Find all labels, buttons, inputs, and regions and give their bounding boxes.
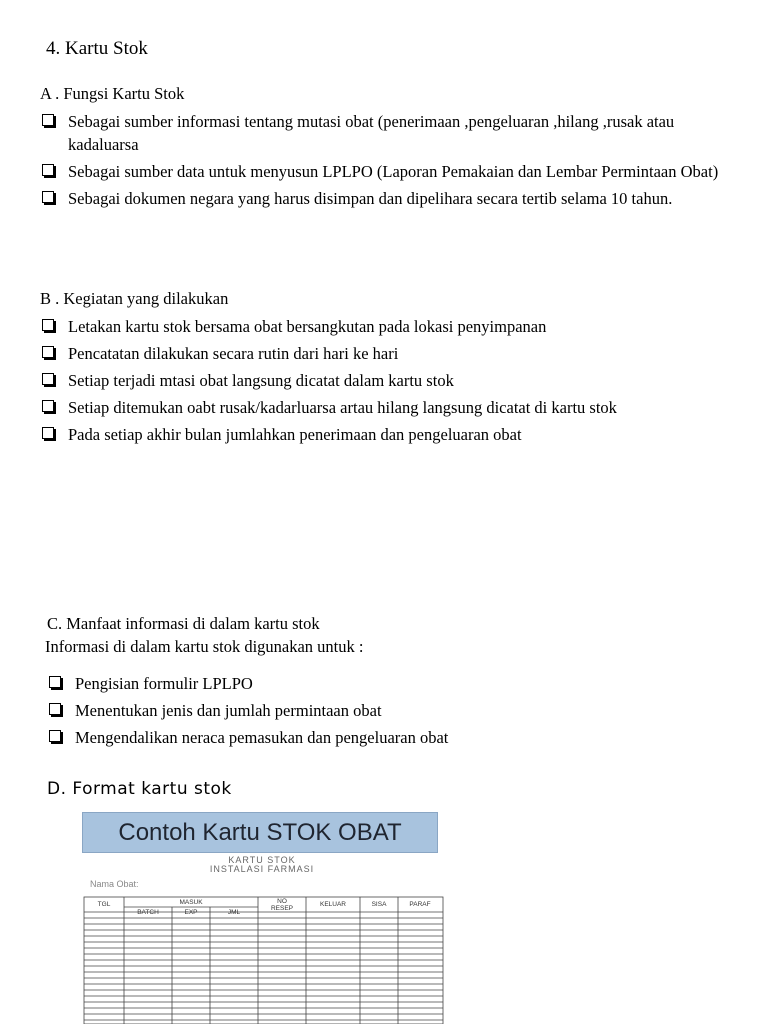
list-item: Menentukan jenis dan jumlah permintaan obat	[47, 699, 707, 722]
checkbox-bullet-icon	[42, 346, 54, 358]
stock-card-subtitle: INSTALASI FARMASI	[209, 864, 315, 874]
header-keluar: KELUAR	[319, 901, 347, 908]
section-d-title: D. Format kartu stok	[47, 779, 232, 799]
checkbox-bullet-icon	[42, 114, 54, 126]
stock-card-table	[78, 810, 446, 1024]
list-item: Setiap ditemukan oabt rusak/kadarluarsa artau hilang langsung dicatat di kartu stok	[40, 396, 740, 419]
header-jml: JML	[227, 909, 241, 916]
header-exp: EXP	[184, 909, 198, 916]
list-item: Pengisian formulir LPLPO	[47, 672, 707, 695]
section-b-list	[40, 315, 740, 446]
list-item: Pencatatan dilakukan secara rutin dari hari ke hari	[40, 342, 740, 365]
list-item: Sebagai sumber informasi tentang mutasi obat (penerimaan ,pengeluaran ,hilang ,rusak atau kadaluarsa	[40, 110, 720, 156]
section-c-intro: Informasi di dalam kartu stok digunakan untuk :	[45, 637, 364, 656]
list-item: Mengendalikan neraca pemasukan dan pengeluaran obat	[47, 726, 707, 749]
checkbox-bullet-icon	[42, 427, 54, 439]
table-grid	[84, 897, 443, 1024]
list-item: Sebagai dokumen negara yang harus disimpan dan dipelihara secara tertib selama 10 tahun.	[40, 187, 720, 210]
drug-name-label: Nama Obat:	[90, 879, 139, 889]
checkbox-bullet-icon	[42, 164, 54, 176]
section-a-title: A . Fungsi Kartu Stok	[40, 84, 185, 103]
checkbox-bullet-icon	[42, 373, 54, 385]
stock-card-banner: Contoh Kartu STOK OBAT	[82, 812, 438, 853]
list-item: Setiap terjadi mtasi obat langsung dicatat dalam kartu stok	[40, 369, 740, 392]
checkbox-bullet-icon	[42, 400, 54, 412]
checkbox-bullet-icon	[49, 703, 61, 715]
header-no-resep: RESEP	[270, 905, 294, 912]
checkbox-bullet-icon	[42, 191, 54, 203]
checkbox-bullet-icon	[49, 676, 61, 688]
header-masuk: MASUK	[179, 899, 203, 906]
header-no-resep: NO	[277, 898, 287, 905]
section-c-title: C. Manfaat informasi di dalam kartu stok	[47, 614, 320, 633]
checkbox-bullet-icon	[49, 730, 61, 742]
header-tgl: TGL	[97, 901, 111, 908]
section-a-list	[40, 110, 720, 210]
list-item: Pada setiap akhir bulan jumlahkan penerimaan dan pengeluaran obat	[40, 423, 740, 446]
checkbox-bullet-icon	[42, 319, 54, 331]
header-sisa: SISA	[371, 901, 387, 908]
list-item: Letakan kartu stok bersama obat bersangkutan pada lokasi penyimpanan	[40, 315, 740, 338]
stock-card-figure	[78, 810, 446, 1024]
stock-card-subtitle: KARTU STOK	[228, 855, 296, 865]
header-paraf: PARAF	[409, 901, 431, 908]
section-heading: 4. Kartu Stok	[46, 38, 148, 59]
list-item: Sebagai sumber data untuk menyusun LPLPO (Laporan Pemakaian dan Lembar Permintaan Obat)	[40, 160, 720, 183]
section-c-list	[47, 672, 707, 749]
section-b-title: B . Kegiatan yang dilakukan	[40, 289, 229, 308]
header-batch: BATCH	[137, 909, 159, 916]
